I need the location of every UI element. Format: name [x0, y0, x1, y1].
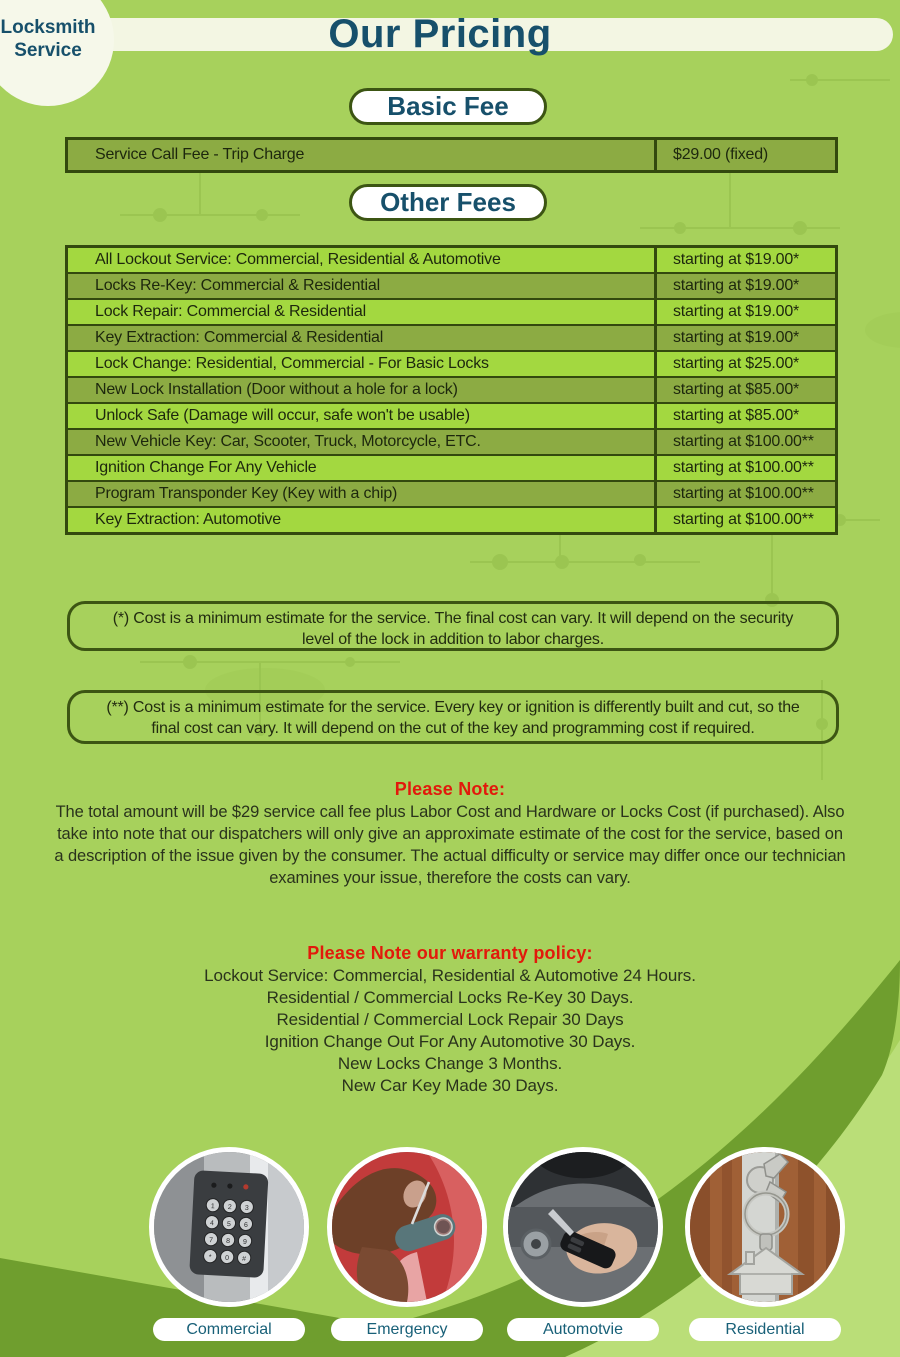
- fee-row: [68, 480, 835, 506]
- svg-text:5: 5: [226, 1220, 232, 1229]
- fee-price-cell: starting at $100.00**: [654, 508, 835, 532]
- ignition-key-photo: [503, 1147, 663, 1307]
- service-card-automotive[interactable]: [503, 1147, 663, 1341]
- car-door-key-photo: [327, 1147, 487, 1307]
- fee-row: [68, 272, 835, 298]
- warranty-item: Residential / Commercial Locks Re-Key 30 Days.: [266, 988, 634, 1007]
- fee-price-cell: starting at $100.00**: [654, 430, 835, 454]
- house-keychain-photo: [685, 1147, 845, 1307]
- svg-text:4: 4: [209, 1220, 215, 1228]
- svg-text:#: #: [241, 1255, 247, 1263]
- svg-text:2: 2: [227, 1203, 232, 1212]
- fee-row: [68, 402, 835, 428]
- warranty-list: [0, 965, 900, 1097]
- svg-text:*: *: [208, 1254, 212, 1262]
- page-title: Our Pricing: [328, 12, 552, 56]
- warranty-item: New Car Key Made 30 Days.: [341, 1076, 559, 1095]
- service-card-commercial[interactable]: [149, 1147, 309, 1341]
- fee-row: [68, 298, 835, 324]
- other-fees-table: [65, 245, 838, 535]
- brand-name-line1: Locksmith: [0, 17, 96, 38]
- keypad-photo: [149, 1147, 309, 1307]
- warranty-item: Ignition Change Out For Any Automotive 30 Days.: [264, 1032, 636, 1051]
- service-label-emergency[interactable]: Emergency: [331, 1318, 483, 1341]
- fee-price-cell: starting at $85.00*: [654, 404, 835, 428]
- fee-price-cell: starting at $19.00*: [654, 326, 835, 350]
- svg-text:3: 3: [244, 1204, 249, 1213]
- brand-name-line2: Service: [14, 40, 82, 61]
- svg-text:6: 6: [243, 1221, 248, 1230]
- svg-text:9: 9: [242, 1238, 248, 1247]
- service-label-residential[interactable]: Residential: [689, 1318, 841, 1341]
- fee-service-cell: Locks Re-Key: Commercial & Residential: [95, 277, 380, 294]
- warranty-item: Residential / Commercial Lock Repair 30 Days: [276, 1010, 624, 1029]
- fee-row: [68, 248, 835, 272]
- fee-price-cell: starting at $19.00*: [654, 300, 835, 324]
- svg-text:7: 7: [208, 1237, 214, 1245]
- fee-price-cell: starting at $19.00*: [654, 274, 835, 298]
- fee-row: [68, 140, 835, 170]
- basic-fee-heading: Basic Fee: [349, 88, 547, 125]
- fee-service-cell: Lock Repair: Commercial & Residential: [95, 303, 366, 320]
- fee-price-cell: starting at $100.00**: [654, 482, 835, 506]
- footnote-double-asterisk: (**) Cost is a minimum estimate for the service. Every key or ignition is differently built and cut, so the final cost can vary. It will depend on the cut of the key and programming cost if required.: [67, 690, 839, 744]
- service-label-commercial[interactable]: Commercial: [153, 1318, 305, 1341]
- fee-service-cell: Key Extraction: Automotive: [95, 511, 282, 528]
- warranty-item: Lockout Service: Commercial, Residential & Automotive 24 Hours.: [204, 966, 696, 985]
- service-label-automotive[interactable]: Automotvie: [507, 1318, 659, 1341]
- fee-price-cell: starting at $100.00**: [654, 456, 835, 480]
- fee-price-cell: starting at $19.00*: [654, 248, 835, 272]
- please-note-heading: Please Note:: [394, 779, 506, 799]
- other-fees-heading: Other Fees: [349, 184, 547, 221]
- basic-fee-table: [65, 137, 838, 173]
- svg-text:8: 8: [225, 1237, 231, 1246]
- fee-service-cell: All Lockout Service: Commercial, Residential & Automotive: [95, 251, 501, 268]
- fee-service-cell: New Vehicle Key: Car, Scooter, Truck, Motorcycle, ETC.: [95, 433, 481, 450]
- fee-price-cell: starting at $85.00*: [654, 378, 835, 402]
- fee-service-cell: New Lock Installation (Door without a hole for a lock): [95, 381, 458, 398]
- fee-service-cell: Lock Change: Residential, Commercial - For Basic Locks: [95, 355, 489, 372]
- warranty-heading: Please Note our warranty policy:: [307, 943, 593, 963]
- fee-service-cell: Unlock Safe (Damage will occur, safe won't be usable): [95, 407, 470, 424]
- fee-row: [68, 350, 835, 376]
- fee-row: [68, 506, 835, 532]
- fee-service-cell: Program Transponder Key (Key with a chip): [95, 485, 398, 502]
- svg-text:0: 0: [224, 1254, 230, 1263]
- fee-row: [68, 376, 835, 402]
- service-card-residential[interactable]: [685, 1147, 845, 1341]
- fee-service-cell: Key Extraction: Commercial & Residential: [95, 329, 384, 346]
- service-card-emergency[interactable]: [327, 1147, 487, 1341]
- please-note-body: The total amount will be $29 service call fee plus Labor Cost and Hardware or Locks Cost (if purchased). Also take into note that our dispatchers will only give an approximate estimate of the cost for the service, based on a description of the issue given by the consumer. The actual difficulty or service may differ once our technician examines your issue, therefore the costs can vary.: [54, 803, 846, 887]
- warranty-item: New Locks Change 3 Months.: [337, 1054, 563, 1073]
- fee-service-cell: Service Call Fee - Trip Charge: [95, 146, 305, 163]
- svg-text:1: 1: [210, 1203, 215, 1211]
- fee-row: [68, 324, 835, 350]
- fee-price-cell: starting at $25.00*: [654, 352, 835, 376]
- fee-price-cell: $29.00 (fixed): [654, 140, 835, 170]
- fee-row: [68, 428, 835, 454]
- service-cards: [0, 1147, 900, 1347]
- fee-service-cell: Ignition Change For Any Vehicle: [95, 459, 317, 476]
- fee-row: [68, 454, 835, 480]
- footnote-single-asterisk: (*) Cost is a minimum estimate for the service. The final cost can vary. It will depend on the security level of the lock in addition to labor charges.: [67, 601, 839, 651]
